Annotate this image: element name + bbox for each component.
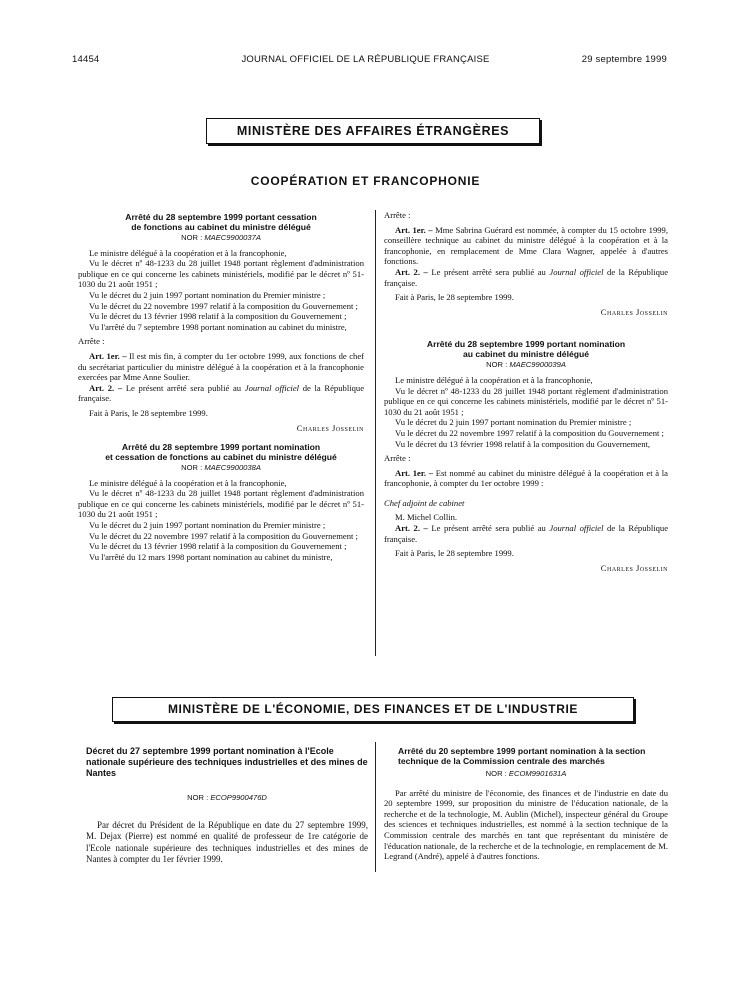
decret-nor: NOR : ECOP9900476D (187, 793, 267, 802)
arrete-2-para: Le ministre délégué à la coopération et à la francophonie, (89, 477, 287, 488)
arrete-2-para: Vu le décret du 13 février 1998 relatif à la composition du Gouvernement ; (89, 541, 347, 552)
arrete-3-para: Vu le décret du 22 novembre 1997 relatif à la composition du Gouvernement ; (395, 427, 664, 438)
ministry-title-box (112, 697, 634, 722)
arrete-1 (78, 212, 364, 433)
arrete-2-para: Vu le décret du 2 juin 1997 portant nomination du Premier ministre ; (89, 520, 326, 531)
arrete-1-para: Vu le décret du 22 novembre 1997 relatif à la composition du Gouvernement ; (89, 300, 358, 311)
arrete-1-para: Vu le décret du 13 février 1998 relatif à la composition du Gouvernement ; (89, 311, 347, 322)
arrete-3-para: Le ministre délégué à la coopération et à la francophonie, (395, 374, 593, 385)
ministry-title-box (206, 118, 540, 144)
right-column (384, 210, 668, 573)
column-divider (375, 210, 376, 656)
arrete-3-article-1: Art. 1er. – Est nommé au cabinet du ministre délégué à la coopération et à la francophonie, à compter du 1er octobre 1999 : (384, 467, 668, 489)
arrete-3-role: Chef adjoint de cabinet (384, 497, 465, 508)
arrete-1-nor: NOR : MAEC9900037A (181, 233, 261, 242)
arrete-1-para: Le ministre délégué à la coopération et à la francophonie, (89, 247, 287, 258)
arrete-2-article-2: Art. 2. – Le présent arrêté sera publié au Journal officiel de la République française. (384, 266, 669, 288)
arrete-3-title-line2: au cabinet du ministre délégué (462, 349, 590, 360)
arrete-1-arrete: Arrête : (78, 336, 105, 347)
ministry-title: MINISTÈRE DE L'ÉCONOMIE, DES FINANCES ET DE L'INDUSTRIE (167, 702, 579, 716)
arrete-2-arrete: Arrête : (384, 210, 411, 220)
arrete-1-title-line2: de fonctions au cabinet du ministre délégué (131, 222, 311, 232)
arrete-1-done: Fait à Paris, le 28 septembre 1999. (89, 407, 208, 418)
arrete-1-para: Vu le décret nº 48-1233 du 28 juillet 1948 portant règlement d'administration publique en ce qui concerne les cabinets ministériels, modifié par le décret nº 51-1030 du 21 août 1951 ; (78, 258, 364, 290)
ministry-title: MINISTÈRE DES AFFAIRES ÉTRANGÈRES (236, 124, 510, 138)
left-column-bottom (86, 746, 368, 866)
arrete-2-para: Vu le décret du 22 novembre 1997 relatif à la composition du Gouvernement ; (89, 530, 358, 541)
arrete-2-para: Vu le décret nº 48-1233 du 28 juillet 1948 portant règlement d'administration publique en ce qui concerne les cabinets ministériels, modifié par le décret nº 51-1030 du 21 août 1951 ; (78, 488, 364, 520)
arrete-2-article-1: Art. 1er. – Mme Sabrina Guérard est nommée, à compter du 15 octobre 1999, conseillère technique au cabinet du ministre délégué à la coopération et à la francophonie, en remplacement de Mme Clara Wagner, appelée à d'autres fonctions. (384, 224, 668, 267)
left-column (78, 212, 364, 562)
arrete-3-title-line1: Arrêté du 28 septembre 1999 portant nomination (426, 339, 626, 350)
arrete-1-para: Vu l'arrêté du 7 septembre 1998 portant nomination au cabinet du ministre, (89, 321, 347, 332)
arrete-5-nor: NOR : ECOM9901631A (485, 769, 567, 778)
arrete-3-person: M. Michel Collin. (395, 512, 458, 523)
arrete-3-para: Vu le décret du 13 février 1998 relatif à la composition du Gouvernement, (395, 438, 651, 449)
decret-body: Par décret du Président de la République en date du 27 septembre 1999, M. Dejax (Pierre) est nommé en qualité de professeur de 1re catégorie de l'Ecole nationale supérieure des techniques industrielles et des mines de Nantes à compter du 1er février 1999. (86, 819, 368, 865)
arrete-3-signature: Charles Josselin (600, 562, 668, 573)
arrete-2-nor: NOR : MAEC9900038A (181, 463, 261, 473)
arrete-2-continued (384, 210, 668, 317)
journal-title: JOURNAL OFFICIEL DE LA RÉPUBLIQUE FRANÇAISE (241, 54, 490, 65)
arrete-1-article-2: Art. 2. – Le présent arrêté sera publié au Journal officiel de la République française. (78, 382, 365, 404)
decret-title: Décret du 27 septembre 1999 portant nomination à l'Ecole nationale supérieure des techniques industrielles et des mines de Nantes (86, 746, 368, 778)
issue-date: 29 septembre 1999 (581, 54, 667, 65)
arrete-3-para: Vu le décret du 2 juin 1997 portant nomination du Premier ministre ; (395, 417, 632, 428)
column-divider (375, 742, 376, 872)
page-number: 14454 (72, 54, 100, 65)
right-column-bottom (384, 746, 668, 862)
arrete-2-title-line1: Arrêté du 28 septembre 1999 portant nomination (121, 442, 321, 453)
arrete-2-para: Vu l'arrêté du 12 mars 1998 portant nomination au cabinet du ministre, (89, 551, 333, 562)
arrete-1-para: Vu le décret du 2 juin 1997 portant nomination du Premier ministre ; (89, 289, 326, 300)
arrete-3-nor: NOR : MAEC9900039A (486, 360, 566, 370)
arrete-1-article-1: Art. 1er. – Il est mis fin, à compter du 1er octobre 1999, aux fonctions de chef du secrétariat particulier du ministre délégué à la coopération et à la francophonie exercées par Mme Anne Soulier. (78, 350, 364, 383)
arrete-2 (78, 442, 364, 562)
arrete-5-title: Arrêté du 20 septembre 1999 portant nomination à la section technique de la Commission centrale des marchés (398, 746, 646, 766)
arrete-5-body: Par arrêté du ministre de l'économie, des finances et de l'industrie en date du 20 septembre 1999, sur proposition du ministre de l'éducation nationale, de la recherche et de la technologie, M. Aublin (Michel), inspecteur général du Groupe des sciences et techniques industrielles, est nommé à la section technique de la Commission centrale des marchés en tant que représentant du ministère de l'éducation nationale, de la recherche et de la technologie, en remplacement de M. Legrand (André), appelé à d'autres fonctions. (384, 787, 668, 862)
arrete-3 (384, 339, 668, 573)
arrete-3-article-2: Art. 2. – Le présent arrêté sera publié au Journal officiel de la République française. (384, 523, 669, 544)
arrete-1-title-line1: Arrêté du 28 septembre 1999 portant cessation (125, 212, 317, 222)
section-subtitle: COOPÉRATION ET FRANCOPHONIE (250, 174, 481, 188)
arrete-2-signature: Charles Josselin (600, 306, 668, 317)
arrete-3-para: Vu le décret nº 48-1233 du 28 juillet 1948 portant règlement d'administration publique en ce qui concerne les cabinets ministériels, modifié par le décret nº 51-1030 du 21 août 1951 ; (384, 385, 668, 417)
arrete-3-done: Fait à Paris, le 28 septembre 1999. (395, 548, 514, 559)
arrete-3-arrete: Arrête : (384, 453, 411, 464)
arrete-1-signature: Charles Josselin (296, 422, 364, 433)
arrete-2-title-line2: et cessation de fonctions au cabinet du ministre délégué (105, 452, 337, 463)
arrete-2-done: Fait à Paris, le 28 septembre 1999. (395, 292, 514, 303)
